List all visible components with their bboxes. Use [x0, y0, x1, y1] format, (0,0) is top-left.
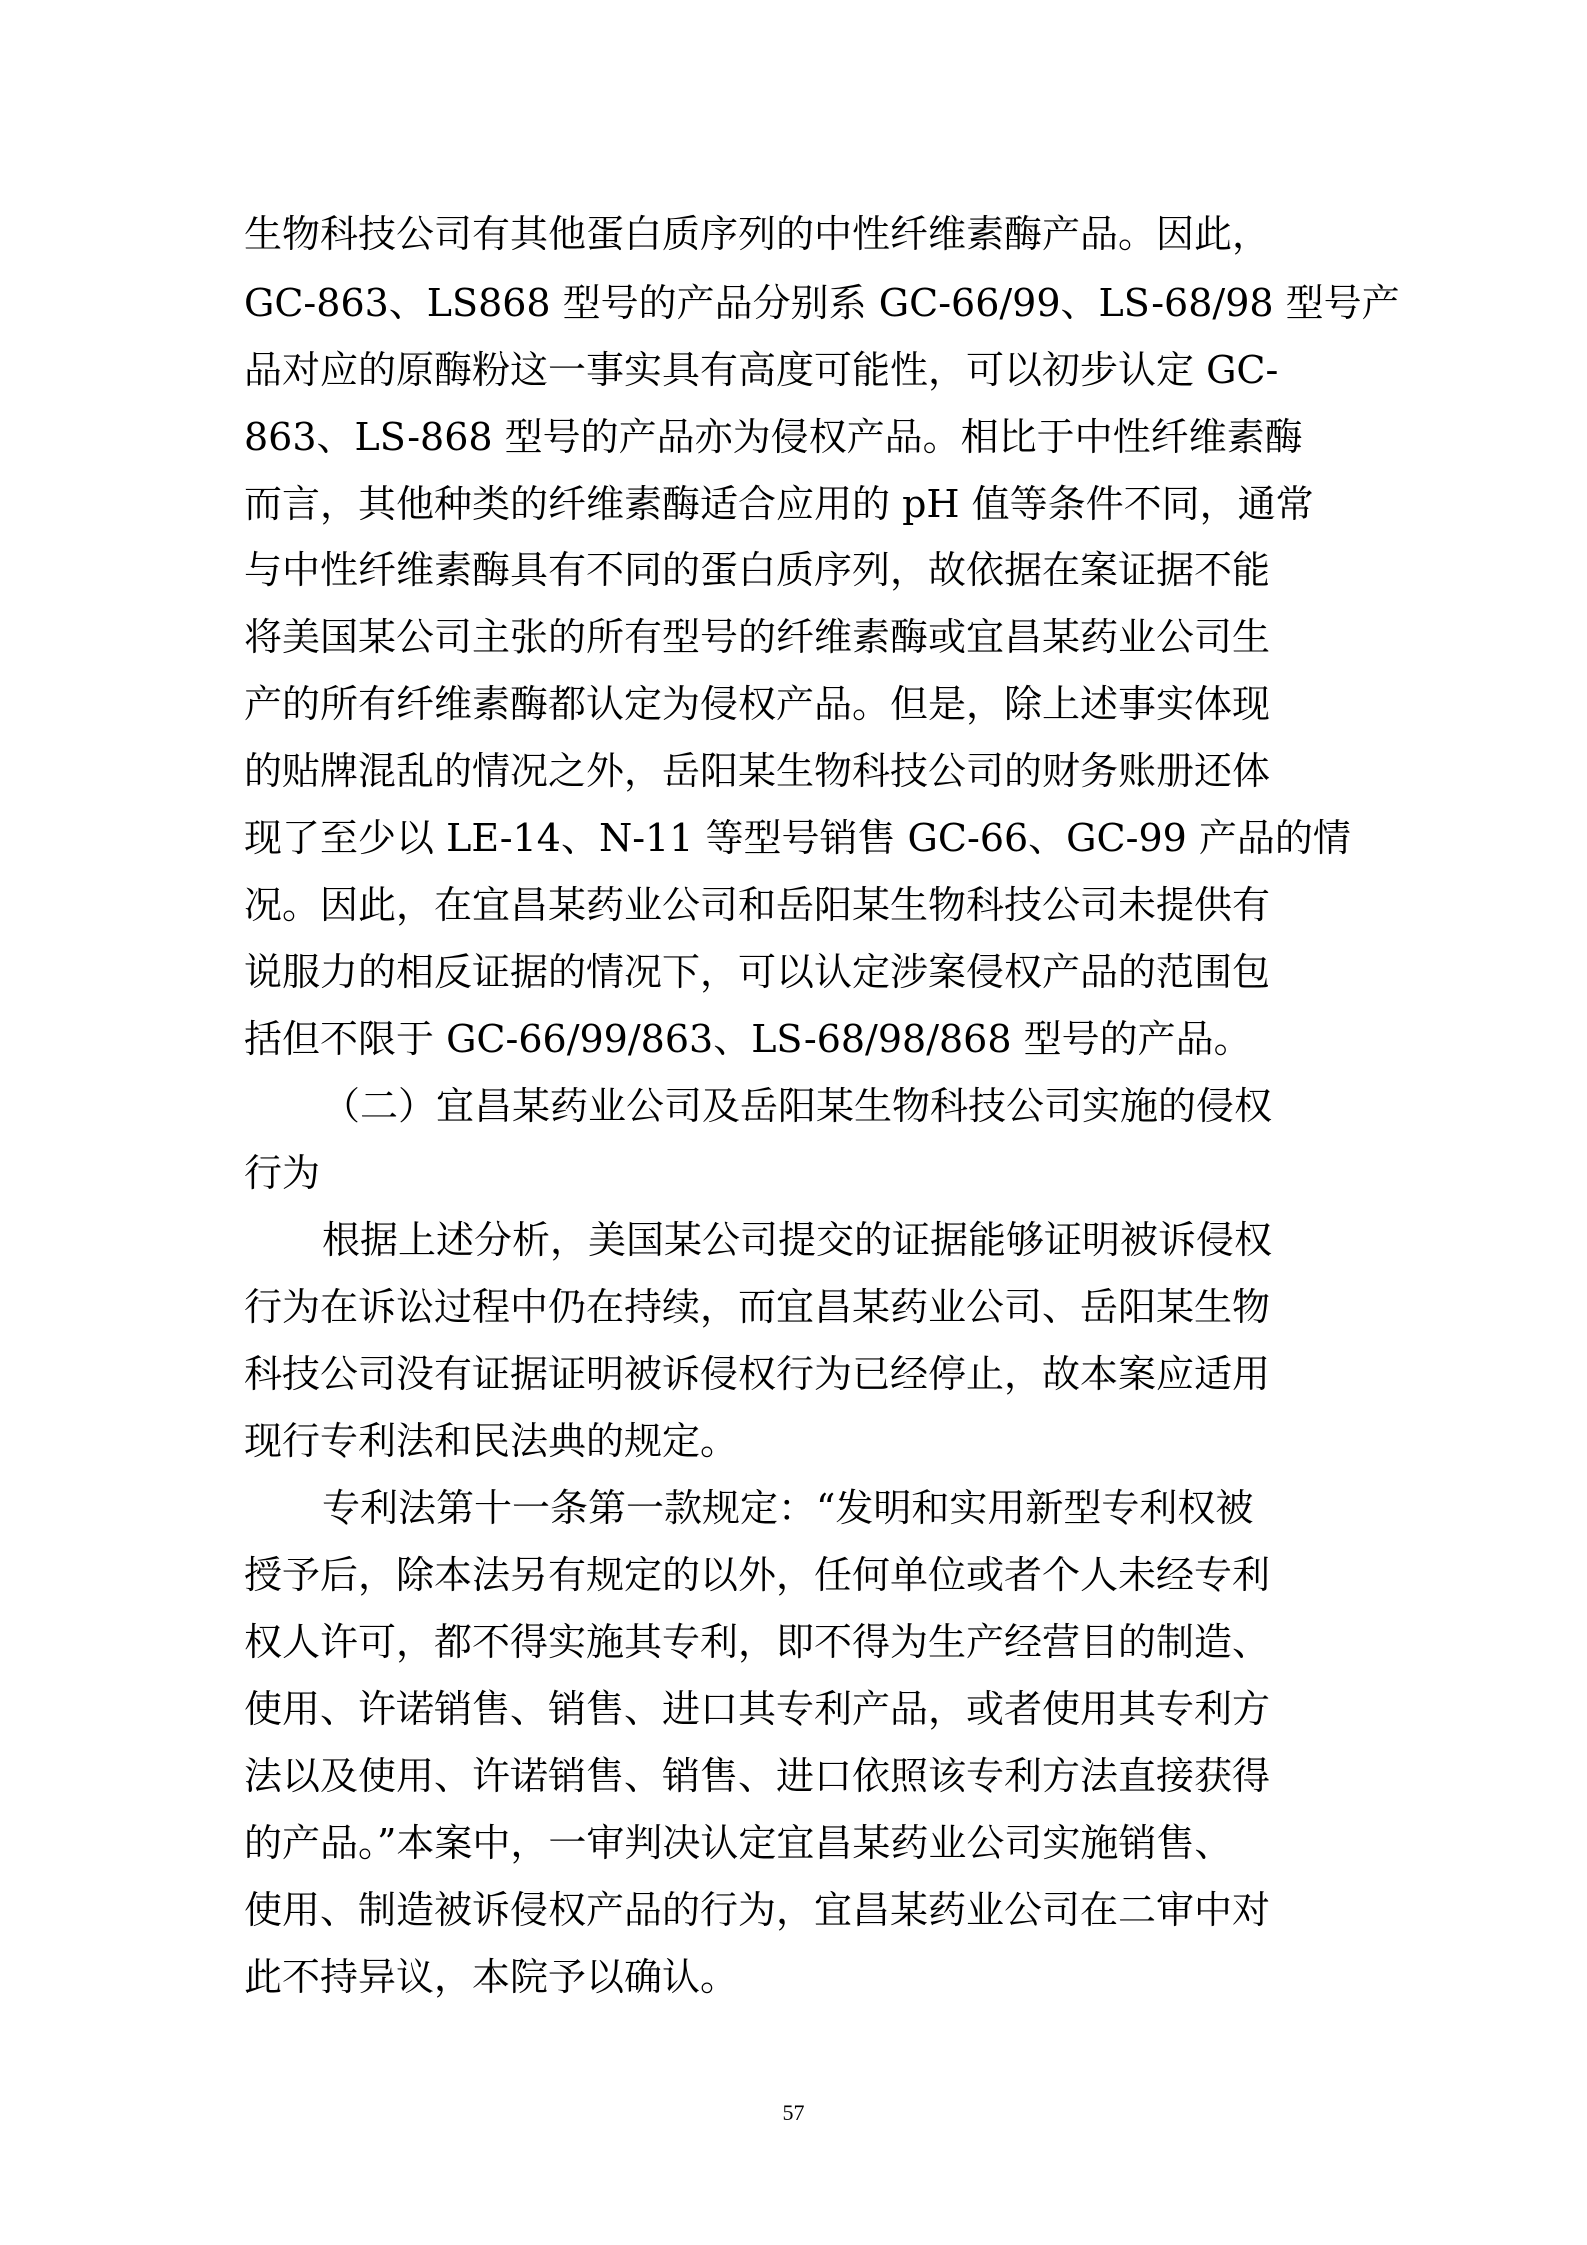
text-line: 与中性纤维素酶具有不同的蛋白质序列，故依据在案证据不能: [244, 548, 1271, 592]
text-line: 使用、许诺销售、销售、进口其专利产品，或者使用其专利方: [244, 1687, 1271, 1731]
text-line: 产的所有纤维素酶都认定为侵权产品。但是，除上述事实体现: [244, 682, 1271, 726]
text-line: 行为在诉讼过程中仍在持续，而宜昌某药业公司、岳阳某生物: [244, 1285, 1271, 1329]
text-line: 863、LS-868 型号的产品亦为侵权产品。相比于中性纤维素酶: [244, 415, 1303, 459]
section-heading-cont: 行为: [244, 1151, 321, 1195]
text-line: 将美国某公司主张的所有型号的纤维素酶或宜昌某药业公司生: [244, 615, 1271, 659]
text-line: 括但不限于 GC-66/99/863、LS-68/98/868 型号的产品。: [244, 1017, 1252, 1061]
page-number: 57: [782, 2100, 805, 2125]
text-line: GC-863、LS868 型号的产品分别系 GC-66/99、LS-68/98 型号产: [244, 281, 1400, 325]
text-line: 现行专利法和民法典的规定。: [244, 1419, 739, 1463]
text-line: 法以及使用、许诺销售、销售、进口依照该专利方法直接获得: [244, 1754, 1271, 1798]
text-line: 现了至少以 LE-14、N-11 等型号销售 GC-66、GC-99 产品的情: [244, 816, 1351, 860]
text-line: 品对应的原酶粉这一事实具有高度可能性，可以初步认定 GC-: [244, 348, 1279, 392]
text-line: 而言，其他种类的纤维素酶适合应用的 pH 值等条件不同，通常: [244, 482, 1314, 526]
text-line: 权人许可，都不得实施其专利，即不得为生产经营目的制造、: [244, 1620, 1271, 1664]
text-line: 的贴牌混乱的情况之外，岳阳某生物科技公司的财务账册还体: [244, 749, 1271, 793]
text-line: 授予后，除本法另有规定的以外，任何单位或者个人未经专利: [244, 1553, 1271, 1597]
text-line: 使用、制造被诉侵权产品的行为，宜昌某药业公司在二审中对: [244, 1888, 1271, 1932]
text-line: 况。因此，在宜昌某药业公司和岳阳某生物科技公司未提供有: [244, 883, 1271, 927]
section-heading: （二）宜昌某药业公司及岳阳某生物科技公司实施的侵权: [322, 1084, 1273, 1128]
text-line: 生物科技公司有其他蛋白质序列的中性纤维素酶产品。因此，: [244, 212, 1271, 256]
text-line: 此不持异议，本院予以确认。: [244, 1955, 739, 1999]
text-line: 科技公司没有证据证明被诉侵权行为已经停止，故本案应适用: [244, 1352, 1271, 1396]
text-line: 根据上述分析，美国某公司提交的证据能够证明被诉侵权: [322, 1218, 1273, 1262]
text-line: 说服力的相反证据的情况下，可以认定涉案侵权产品的范围包: [244, 950, 1271, 994]
text-line: 的产品。”本案中，一审判决认定宜昌某药业公司实施销售、: [244, 1821, 1233, 1865]
text-line: 专利法第十一条第一款规定：“发明和实用新型专利权被: [322, 1486, 1254, 1530]
